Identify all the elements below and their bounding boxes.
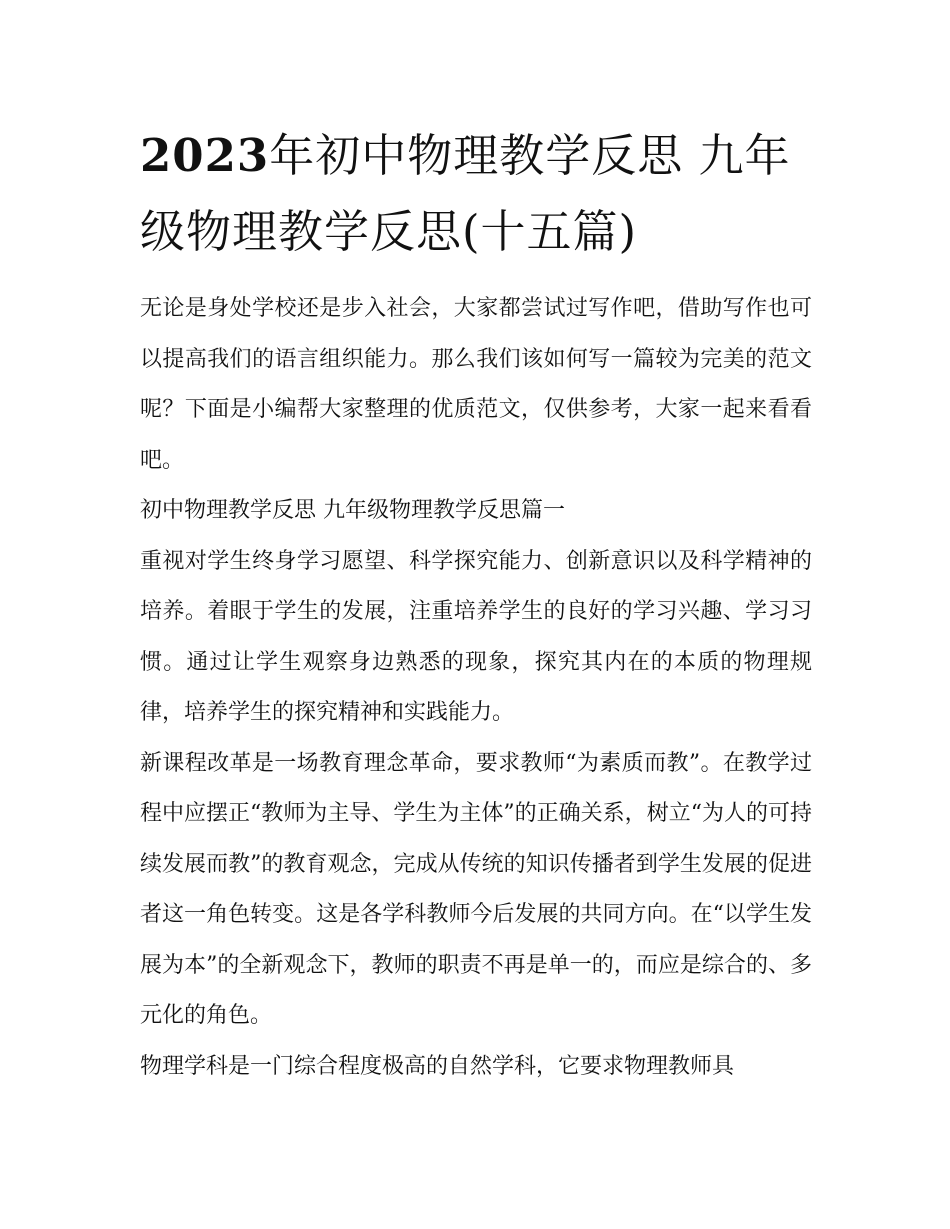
document-page (140, 118, 812, 1092)
intro-paragraph: 无论是身处学校还是步入社会，大家都尝试过写作吧，借助写作也可以提高我们的语言组织能力。那么我们该如何写一篇较为完美的范文呢？下面是小编帮大家整理的优质范文，仅供参考，大家一起来看看吧。 (140, 296, 812, 473)
title-year: 2023 (140, 129, 270, 182)
body-paragraph: 新课程改革是一场教育理念革命，要求教师“为素质而教”。在教学过程中应摆正“教师为主导、学生为主体”的正确关系，树立“为人的可持续发展而教”的教育观念，完成从传统的知识传播者到学生发展的促进者这一角色转变。这是各学科教师今后发展的共同方向。在“以学生发展为本”的全新观念下，教师的职责不再是单一的，而应是综合的、多元化的角色。 (140, 750, 812, 1028)
section-heading: 初中物理教学反思 九年级物理教学反思篇一 (140, 498, 565, 523)
document-title (140, 118, 812, 270)
body-paragraph: 重视对学生终身学习愿望、科学探究能力、创新意识以及科学精神的培养。着眼于学生的发展，注重培养学生的良好的学习兴趣、学习习惯。通过让学生观察身边熟悉的现象，探究其内在的本质的物理规律，培养学生的探究精神和实践能力。 (140, 548, 812, 725)
title-text: 年初中物理教学反思 九年级物理教学反思(十五篇) (140, 129, 791, 258)
body-paragraph: 物理学科是一门综合程度极高的自然学科，它要求物理教师具 (140, 1053, 735, 1079)
